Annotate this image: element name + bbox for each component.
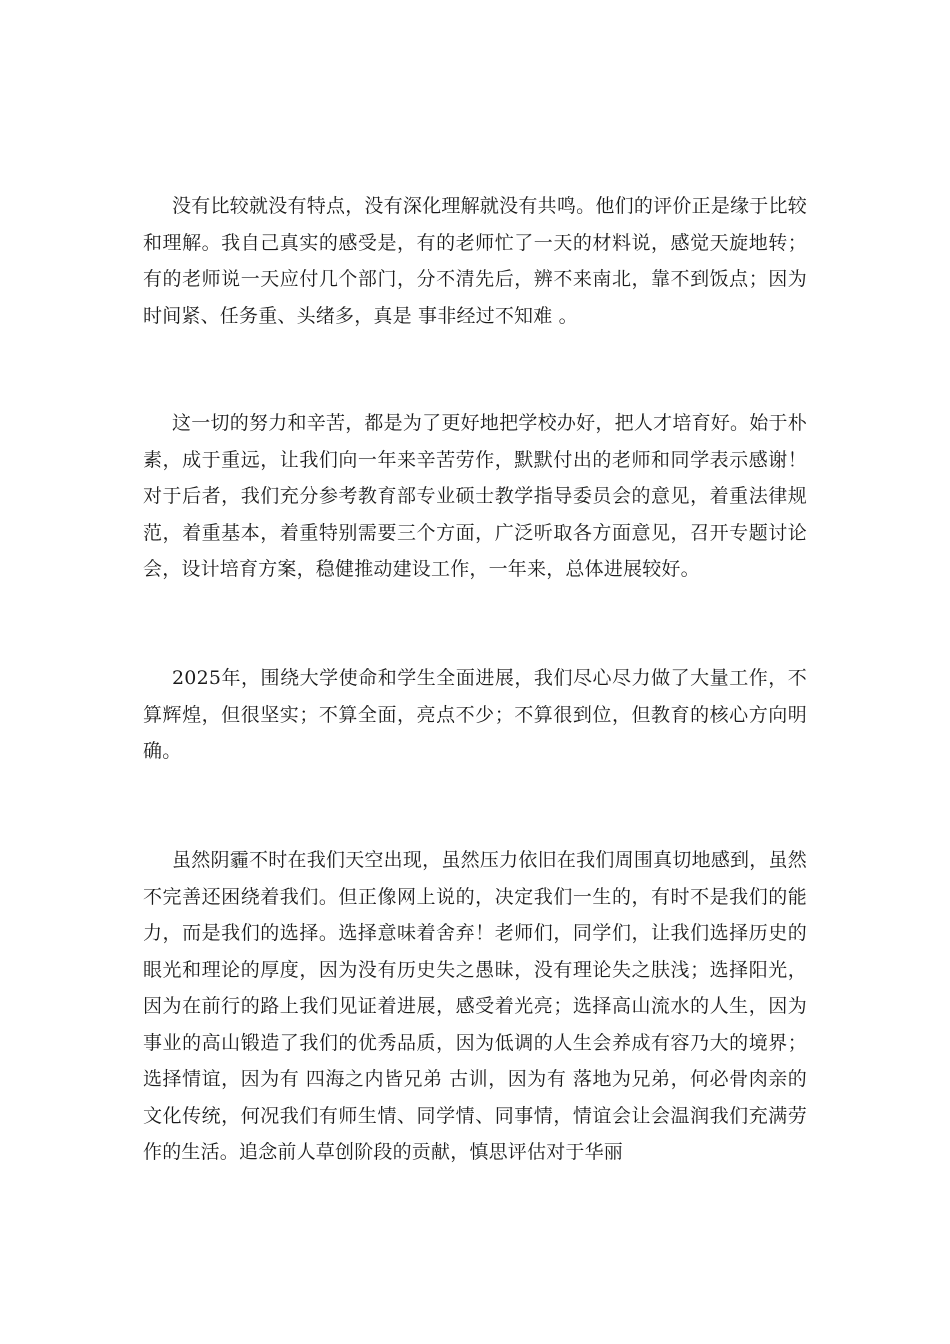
paragraph-2: 这一切的努力和辛苦，都是为了更好地把学校办好，把人才培育好。始于朴素，成于重远，让我们向一年来辛苦劳作，默默付出的老师和同学表示感谢！对于后者，我们充分参考教育部专业硕士教学指导委员会的意见，着重法律规范，着重基本，着重特别需要三个方面，广泛听取各方面意见，召开专题讨论会，设计培育方案，稳健推动建设工作，一年来，总体进展较好。 xyxy=(143,412,807,580)
paragraph-4: 虽然阴霾不时在我们天空出现，虽然压力依旧在我们周围真切地感到，虽然不完善还困绕着我们。但正像网上说的，决定我们一生的，有时不是我们的能力，而是我们的选择。选择意味着舍弃！老师们，同学们，让我们选择历史的眼光和理论的厚度，因为没有历史失之愚昧，没有理论失之肤浅；选择阳光，因为在前行的路上我们见证着进展，感受着光亮；选择高山流水的人生，因为事业的高山锻造了我们的优秀品质，因为低调的人生会养成有容乃大的境界；选择情谊，因为有 四海之内皆兄弟 古训，因为有 落地为兄弟，何必骨肉亲的文化传统，何况我们有师生情、同学情、同事情，情谊会让会温润我们充满劳作的生活。追念前人草创阶段的贡献，慎思评估对于华丽 xyxy=(143,849,807,1163)
paragraph-3: 2025年，围绕大学使命和学生全面进展，我们尽心尽力做了大量工作，不算辉煌，但很坚实；不算全面，亮点不少；不算很到位，但教育的核心方向明确。 xyxy=(143,667,807,762)
paragraph-1: 没有比较就没有特点，没有深化理解就没有共鸣。他们的评价正是缘于比较和理解。我自己真实的感受是，有的老师忙了一天的材料说，感觉天旋地转；有的老师说一天应付几个部门，分不清先后，辨不来南北，靠不到饭点；因为时间紧、任务重、头绪多，真是 事非经过不知难 。 xyxy=(143,195,807,327)
